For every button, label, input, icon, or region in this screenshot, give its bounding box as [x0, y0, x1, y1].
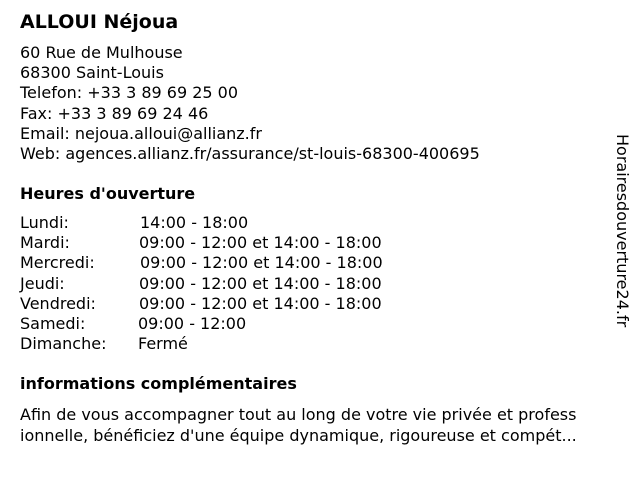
time-value: Fermé — [138, 334, 188, 354]
business-name: ALLOUI Néjoua — [20, 11, 179, 33]
site-watermark: Horairesdouverture24.fr — [613, 134, 632, 328]
time-value: 09:00 - 12:00 et 14:00 - 18:00 — [140, 253, 383, 273]
time-value: 09:00 - 12:00 et 14:00 - 18:00 — [139, 233, 382, 253]
time-value: 09:00 - 12:00 — [138, 313, 247, 333]
day-label: Dimanche: — [20, 334, 107, 354]
additional-info-heading: informations complémentaires — [20, 374, 297, 393]
fax-line: Fax: +33 3 89 69 24 46 — [20, 103, 209, 123]
day-label: Samedi: — [20, 313, 86, 333]
city-line: 68300 Saint-Louis — [20, 63, 164, 83]
day-label: Mercredi: — [20, 253, 95, 273]
web-line: Web: agences.allianz.fr/assurance/st-louis-68300-400695 — [20, 144, 480, 164]
time-value: 09:00 - 12:00 et 14:00 - 18:00 — [139, 293, 382, 313]
day-label: Jeudi: — [20, 273, 65, 293]
description-line: Afin de vous accompagner tout au long de votre vie privée et profess — [20, 405, 577, 424]
day-label: Lundi: — [20, 213, 69, 232]
description-text — [20, 404, 632, 446]
address-block — [20, 43, 480, 164]
street-line: 60 Rue de Mulhouse — [20, 43, 183, 62]
email-line: Email: nejoua.alloui@allianz.fr — [20, 123, 262, 143]
time-value: 14:00 - 18:00 — [140, 213, 249, 232]
day-label: Mardi: — [20, 233, 70, 253]
time-value: 09:00 - 12:00 et 14:00 - 18:00 — [139, 273, 382, 293]
phone-line: Telefon: +33 3 89 69 25 00 — [20, 83, 239, 103]
opening-hours-heading: Heures d'ouverture — [20, 184, 196, 203]
day-label: Vendredi: — [20, 293, 96, 313]
description-line: ionnelle, bénéficiez d'une équipe dynamique, rigoureuse et compét... — [20, 426, 577, 445]
